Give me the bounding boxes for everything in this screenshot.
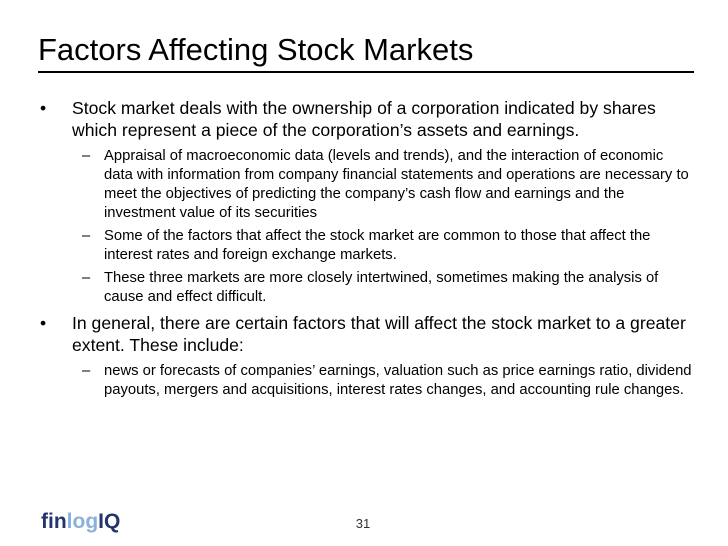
finlogiq-logo [41,510,120,534]
bullet-text: Stock market deals with the ownership of a corporation indicated by shares which represent a piece of the corporation’s assets and earnings. [72,98,656,140]
title-underline [38,71,694,73]
logo-part-iq: IQ [98,510,121,533]
logo-part-log: log [66,510,99,533]
sub-bullet-item [0,362,728,400]
bullet-icon: • [40,98,47,118]
logo-part-fin: fin [41,510,67,533]
slide-title: Factors Affecting Stock Markets [38,32,474,67]
bullet-item [0,97,728,141]
sub-bullet-text: Appraisal of macroeconomic data (levels and trends), and the interaction of economic data with information from company financial statements and operations are necessary to meet the objectives of predicting the company’s cash flow and earnings and the investment value of its securities [104,148,689,221]
slide-body [0,97,728,404]
bullet-icon: • [40,313,47,333]
sub-bullet-text: These three markets are more closely intertwined, sometimes making the analysis of cause and effect difficult. [104,270,659,305]
sub-bullet-item [0,147,728,223]
sub-bullet-text: Some of the factors that affect the stock market are common to those that affect the interest rates and foreign exchange markets. [104,228,651,263]
page-number: 31 [355,516,371,531]
bullet-text: In general, there are certain factors that will affect the stock market to a greater extent. These include: [72,313,686,355]
sub-bullet-text: news or forecasts of companies’ earnings, valuation such as price earnings ratio, dividend payouts, mergers and acquisitions, interest rates changes, and accounting rule changes. [104,363,692,398]
dash-icon: – [82,228,91,244]
sub-bullet-item [0,269,728,307]
bullet-item [0,312,728,356]
sub-bullet-item [0,227,728,265]
dash-icon: – [82,148,91,164]
dash-icon: – [82,270,91,286]
dash-icon: – [82,363,91,379]
